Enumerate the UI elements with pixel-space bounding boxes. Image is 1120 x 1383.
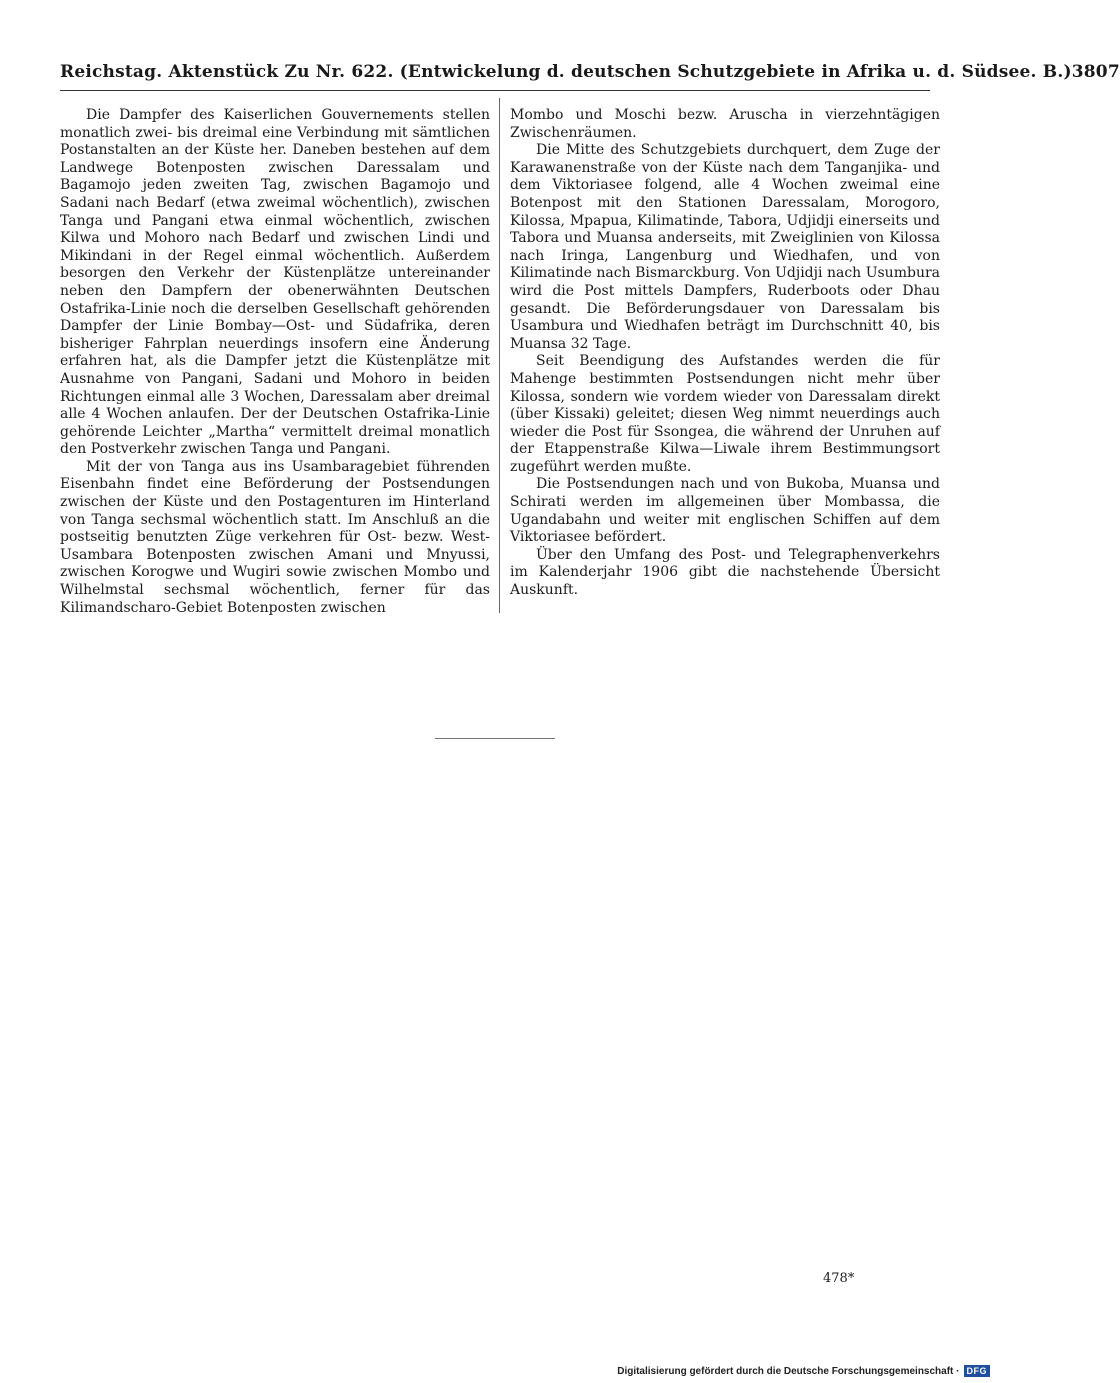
header-rule [60,90,930,91]
paragraph: Die Mitte des Schutzgebiets durchquert, dem Zuge der Karawanenstraße von der Küste nach dem Tanganjika- und dem Viktoriasee folgend, alle 4 Wochen zweimal eine Botenpost mit den Stationen Daressalam, Morogoro, Kilossa, Mpapua, Kilimatinde, Tabora, Udjidji einerseits und Tabora und Muansa anderseits, mit Zweiglinien von Kilossa nach Iringa, Langenburg und Wiedhafen, und von Kilimatinde nach Bismarckburg. Von Udjidji nach Usumbura wird die Post mittels Dampfers, Ruderboots oder Dhau gesandt. Die Beförderungsdauer von Daressalam bis Usambura und Wiedhafen beträgt im Durchschnitt 40, bis Muansa 32 Tage. [510,142,940,352]
footer-text: Digitalisierung gefördert durch die Deutsche Forschungsgemeinschaft · [617,1365,960,1377]
header-page-number: 3807 [1071,62,1120,82]
signature-mark: 478* [823,1271,855,1286]
footer [617,1365,990,1377]
paragraph-continuation: Mombo und Moschi bezw. Aruscha in vierzehntägigen Zwischenräumen. [510,107,940,141]
section-end-rule [435,738,555,739]
page-header [60,62,1120,82]
left-column [60,107,490,617]
paragraph: Die Dampfer des Kaiserlichen Gouvernements stellen monatlich zwei- bis dreimal eine Verbindung mit sämtlichen Postanstalten an der Küste her. Daneben bestehen auf dem Landwege Botenposten zwischen Daressalam und Bagamojo jeden zweiten Tag, zwischen Bagamojo und Sadani nach Bedarf (etwa zweimal wöchentlich), zwischen Tanga und Pangani etwa einmal wöchentlich, zwischen Kilwa und Mohoro nach Bedarf und zwischen Lindi und Mikindani in der Regel einmal wöchentlich. Außerdem besorgen den Verkehr der Küstenplätze untereinander neben den Dampfern der obenerwähnten Deutschen Ostafrika-Linie noch die derselben Gesellschaft gehörenden Dampfer der Linie Bombay—Ost- und Südafrika, deren bisheriger Fahrplan neuerdings insofern eine Änderung erfahren hat, als die Dampfer jetzt die Küstenplätze mit Ausnahme von Pangani, Sadani und Mohoro in beiden Richtungen einmal alle 3 Wochen, Daressalam aber dreimal alle 4 Wochen anlaufen. Der der Deutschen Ostafrika-Linie gehörende Leichter „Martha“ vermittelt dreimal monatlich den Postverkehr zwischen Tanga und Pangani. [60,107,490,458]
paragraph: Mit der von Tanga aus ins Usambaragebiet führenden Eisenbahn findet eine Beförderung der Postsendungen zwischen der Küste und den Postagenturen im Hinterland von Tanga sechsmal wöchentlich statt. Im Anschluß an die postseitig benutzten Züge verkehren für Ost- bezw. West-Usambara Botenposten zwischen Amani und Mnyussi, zwischen Korogwe und Wugiri sowie zwischen Mombo und Wilhelmstal sechsmal wöchentlich, ferner für das Kilimandscharo-Gebiet Botenposten zwischen [60,458,490,616]
header-title: Reichstag. Aktenstück Zu Nr. 622. (Entwickelung d. deutschen Schutzgebiete in Afrika u. d. Südsee. B.) [60,62,1072,82]
right-column [510,107,940,600]
column-divider [499,98,500,613]
dfg-logo-icon: DFG [964,1365,991,1377]
paragraph: Über den Umfang des Post- und Telegraphenverkehrs im Kalenderjahr 1906 gibt die nachstehende Übersicht Auskunft. [510,546,940,599]
paragraph: Seit Beendigung des Aufstandes werden die für Mahenge bestimmten Postsendungen nicht mehr über Kilossa, sondern wie vordem wieder von Daressalam direkt (über Kissaki) geleitet; diesen Weg nimmt neuerdings auch wieder die Post für Ssongea, die während der Unruhen auf der Etappenstraße Kilwa—Liwale ihrem Bestimmungsort zugeführt werden mußte. [510,353,940,475]
paragraph: Die Postsendungen nach und von Bukoba, Muansa und Schirati werden im allgemeinen über Mombassa, die Ugandabahn und weiter mit englischen Schiffen auf dem Viktoriasee befördert. [510,476,940,546]
